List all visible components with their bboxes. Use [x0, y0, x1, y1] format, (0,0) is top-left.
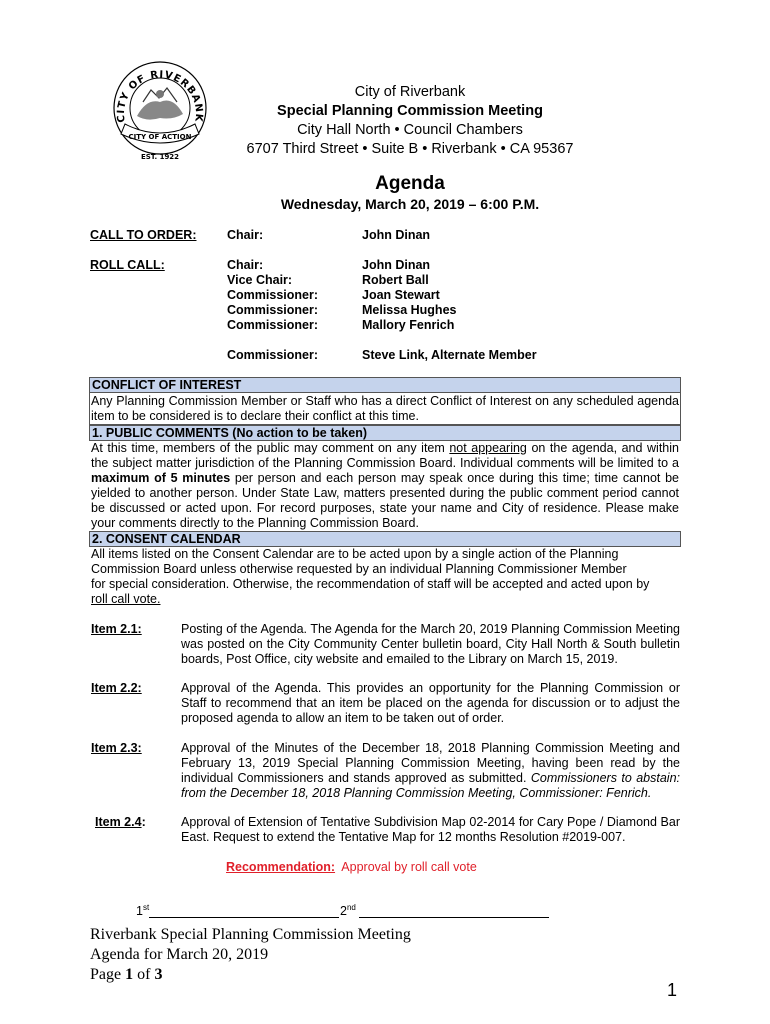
- city-name: City of Riverbank: [354, 84, 466, 100]
- second-signature-line: [359, 905, 549, 918]
- item-2-1-label: Item 2.1:: [91, 622, 142, 636]
- roll-name: Mallory Fenrich: [362, 318, 455, 332]
- seal-motto: CITY OF ACTION: [128, 133, 192, 141]
- item-2-2-label: Item 2.2:: [91, 681, 142, 695]
- item-2-4-label: Item 2.4: [95, 815, 142, 829]
- roll-name: Joan Stewart: [362, 288, 440, 302]
- call-to-order-name: John Dinan: [362, 228, 431, 242]
- call-to-order-label: CALL TO ORDER:: [90, 228, 197, 242]
- roll-role: Vice Chair:: [227, 273, 293, 287]
- pc-text-b: on the agenda, and within the subject matter jurisdiction of the Planning Commission Board. Individual comments will be limited to a: [91, 441, 679, 470]
- meeting-title: Special Planning Commission Meeting: [277, 103, 543, 119]
- pc-text-bold: maximum of 5 minutes: [91, 471, 231, 485]
- first-motion-line: [136, 903, 339, 918]
- second-num: 2: [340, 904, 347, 919]
- roll-name: Robert Ball: [362, 273, 429, 287]
- roll-role: Chair:: [227, 258, 264, 272]
- consent-line: Commission Board unless otherwise requested by an individual Planning Commissioner Member: [91, 562, 627, 576]
- roll-call-label: ROLL CALL:: [90, 258, 165, 272]
- pc-text-c: per person and each person may speak once during this time; time cannot be yielded to another person. Under State Law, matters presented during the public comment period cannot be discussed or acted upon. For record purposes, state your name and City of residence. Please make your comments directly to the Planning Commission Board.: [91, 471, 679, 530]
- page-total: 3: [154, 966, 163, 983]
- roll-name: Melissa Hughes: [362, 303, 457, 317]
- conflict-text: Any Planning Commission Member or Staff who has a direct Conflict of Interest on any scheduled agenda item to be considered is to declare their conflict at this time.: [91, 394, 679, 423]
- meeting-address: 6707 Third Street • Suite B • Riverbank • CA 95367: [246, 141, 574, 157]
- conflict-heading: CONFLICT OF INTEREST: [89, 377, 681, 393]
- item-2-3-abstain-note: Commissioners to abstain: from the December 18, 2018 Planning Commission Meeting, Commissioner: Fenrich.: [181, 771, 681, 800]
- item-2-3-text: [181, 741, 680, 801]
- item-2-2-text: Approval of the Agenda. This provides an opportunity for the Planning Commission or Staff to recommend that an item be placed on the agenda for discussion or to adjust the proposed agenda to allow an item to be taken out of order.: [181, 681, 680, 725]
- page-current: 1: [125, 966, 134, 983]
- seal-established: EST. 1922: [140, 153, 180, 161]
- agenda-heading: [200, 173, 620, 195]
- agenda-date: Wednesday, March 20, 2019 – 6:00 P.M.: [280, 196, 540, 212]
- item-2-4-label-suffix: :: [141, 815, 146, 829]
- page-number: 1: [667, 980, 678, 1000]
- roll-call-roles: [227, 258, 318, 363]
- consent-line: roll call vote.: [91, 592, 161, 606]
- roll-name: Steve Link, Alternate Member: [362, 348, 537, 362]
- city-seal-logo: [107, 58, 213, 164]
- public-comments-text: [91, 441, 679, 531]
- page-of: of: [133, 966, 155, 983]
- meeting-location: City Hall North • Council Chambers: [297, 122, 523, 138]
- second-sup: nd: [346, 903, 356, 912]
- second-motion-line: [340, 903, 549, 918]
- first-signature-line: [149, 905, 339, 918]
- call-to-order-role: Chair:: [227, 228, 264, 242]
- consent-heading: 2. CONSENT CALENDAR: [89, 531, 681, 547]
- consent-text: [91, 547, 649, 607]
- footer-meeting: Riverbank Special Planning Commission Meeting: [90, 926, 411, 943]
- roll-role: Commissioner:: [227, 303, 318, 317]
- pc-text-a: At this time, members of the public may comment on any item: [91, 441, 450, 455]
- item-2-1-text: Posting of the Agenda. The Agenda for the March 20, 2019 Planning Commission Meeting was posted on the City Community Center bulletin board, City Hall North & South bulletin boards, Post Office, city website and emailed to the Library on March 15, 2019.: [181, 622, 680, 666]
- footer: [90, 925, 411, 985]
- item-2-3-label: Item 2.3:: [91, 741, 142, 755]
- item-2-4-text: Approval of Extension of Tentative Subdivision Map 02-2014 for Cary Pope / Diamond Bar East. Request to extend the Tentative Map for 12 months Resolution #2019-007.: [181, 815, 680, 844]
- page-prefix: Page: [90, 966, 126, 983]
- public-comments-heading: 1. PUBLIC COMMENTS (No action to be taken): [89, 425, 681, 441]
- seal-ring-text: CITY OF RIVERBANK: [115, 69, 205, 124]
- item-2-4-label-wrap: [95, 815, 146, 829]
- consent-line: All items listed on the Consent Calendar are to be acted upon by a single action of the Planning: [91, 547, 619, 561]
- recommendation-text: Approval by roll call vote: [335, 860, 477, 874]
- agenda-title: Agenda: [375, 173, 445, 194]
- pc-text-underlined: not appearing: [449, 441, 527, 455]
- item-2-3-main: Approval of the Minutes of the December 18, 2018 Planning Commission Meeting and February 13, 2019 Special Planning Commission Meeting, having been read by the individual Commissioners and stands approved as submitted.: [181, 741, 680, 785]
- first-num: 1: [136, 904, 143, 919]
- first-sup: st: [142, 903, 150, 912]
- roll-role: Commissioner:: [227, 288, 318, 302]
- roll-call-names: [362, 258, 537, 363]
- recommendation-label: Recommendation:: [226, 860, 336, 874]
- roll-role: Commissioner:: [227, 318, 318, 332]
- roll-name: John Dinan: [362, 258, 431, 272]
- roll-role: Commissioner:: [227, 348, 318, 362]
- footer-date: Agenda for March 20, 2019: [90, 946, 269, 963]
- letterhead: [200, 83, 620, 159]
- recommendation: [226, 860, 477, 874]
- consent-line: for special consideration. Otherwise, the recommendation of staff will be accepted and acted upon by: [91, 577, 650, 591]
- footer-page: [90, 965, 411, 985]
